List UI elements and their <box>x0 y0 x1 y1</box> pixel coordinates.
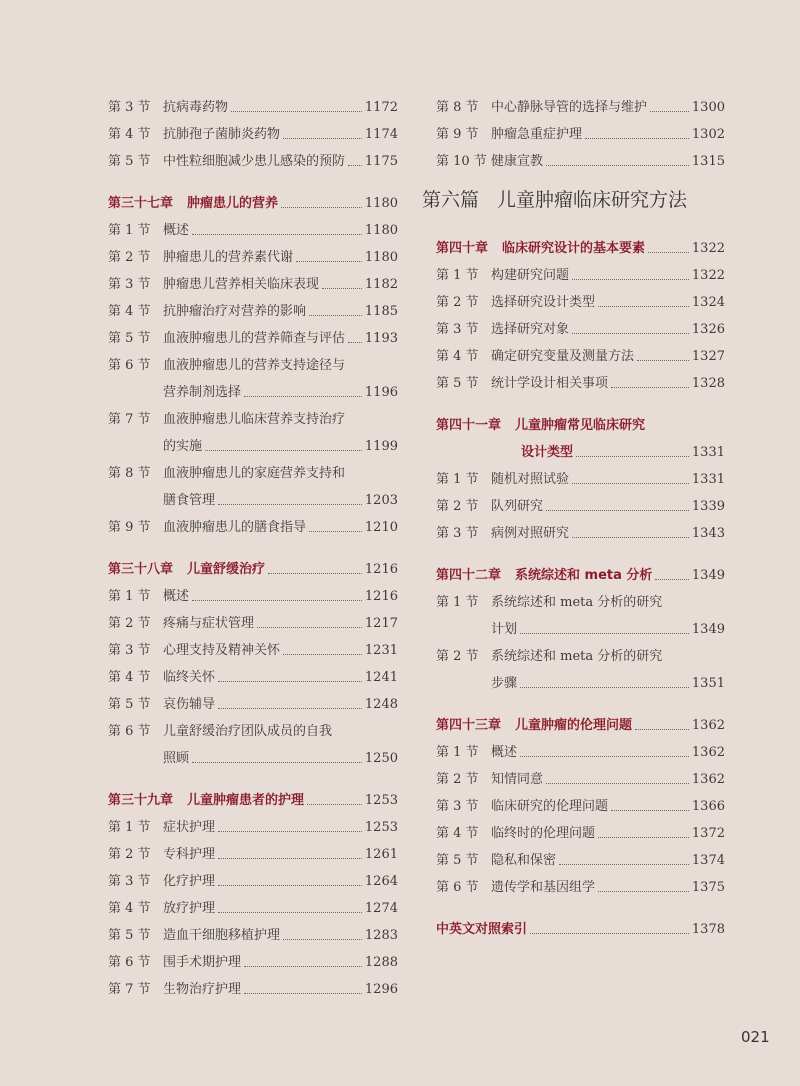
page-ref: 1296 <box>364 982 398 997</box>
leader-dots <box>205 450 362 451</box>
toc-section-entry[interactable] <box>108 347 398 374</box>
leader-dots <box>546 510 689 511</box>
page-ref: 1328 <box>691 376 725 391</box>
section-title: 肿瘤患儿营养相关临床表现 <box>163 277 320 292</box>
section-label: 第 3 节 <box>436 799 479 814</box>
section-title: 照顾 <box>163 751 190 766</box>
leader-dots <box>192 234 362 235</box>
section-title: 放疗护理 <box>163 901 216 916</box>
leader-dots <box>546 165 689 166</box>
toc-section-continuation[interactable] <box>108 374 398 401</box>
section-label: 第 6 节 <box>436 880 479 895</box>
toc-column-right <box>422 89 725 938</box>
section-label: 第 5 节 <box>436 853 479 868</box>
page-ref: 1326 <box>691 322 725 337</box>
spacer <box>108 536 398 551</box>
page-ref: 1210 <box>364 520 398 535</box>
toc-section-entry[interactable] <box>436 257 725 284</box>
toc-section-entry[interactable] <box>436 869 725 896</box>
section-label: 第 6 节 <box>108 724 151 739</box>
page-ref: 1196 <box>364 385 398 400</box>
section-title: 选择研究设计类型 <box>491 295 596 310</box>
page-ref: 1180 <box>364 223 398 238</box>
toc-chapter-entry[interactable] <box>436 557 725 584</box>
chapter-label: 第三十九章 <box>108 793 174 808</box>
section-label: 第 3 节 <box>436 526 479 541</box>
leader-dots <box>218 708 362 709</box>
leader-dots <box>348 342 362 343</box>
chapter-label: 第三十八章 <box>108 562 174 577</box>
part-label: 第六篇 <box>422 189 480 211</box>
spacer <box>436 170 725 185</box>
chapter-title: 儿童肿瘤常见临床研究 <box>515 418 646 433</box>
page-ref: 1174 <box>364 127 398 142</box>
toc-section-entry[interactable] <box>108 266 398 293</box>
section-label: 第 5 节 <box>436 376 479 391</box>
leader-dots <box>576 456 689 457</box>
section-title: 临床研究的伦理问题 <box>491 799 609 814</box>
leader-dots <box>283 939 362 940</box>
leader-dots <box>572 333 689 334</box>
section-title: 症状护理 <box>163 820 216 835</box>
section-label: 第 3 节 <box>108 100 151 115</box>
section-label: 第 2 节 <box>436 295 479 310</box>
leader-dots <box>598 306 689 307</box>
toc-section-entry[interactable] <box>436 116 725 143</box>
chapter-label: 第四十三章 <box>436 718 502 733</box>
section-label: 第 3 节 <box>108 277 151 292</box>
toc-section-entry[interactable] <box>108 713 398 740</box>
toc-section-entry[interactable] <box>436 815 725 842</box>
section-title: 概述 <box>163 589 190 604</box>
toc-section-entry[interactable] <box>108 455 398 482</box>
leader-dots <box>309 315 362 316</box>
leader-dots <box>192 762 362 763</box>
spacer <box>436 215 725 230</box>
page-ref: 1331 <box>691 445 725 460</box>
page-ref: 1288 <box>364 955 398 970</box>
section-title: 疼痛与症状管理 <box>163 616 255 631</box>
page-ref: 1339 <box>691 499 725 514</box>
section-title: 中心静脉导管的选择与维护 <box>491 100 648 115</box>
leader-dots <box>244 966 362 967</box>
section-label: 第 2 节 <box>436 772 479 787</box>
page-ref: 1264 <box>364 874 398 889</box>
toc-section-entry[interactable] <box>108 401 398 428</box>
section-title: 的实施 <box>163 439 203 454</box>
section-label: 第 2 节 <box>108 250 151 265</box>
leader-dots <box>348 165 362 166</box>
leader-dots <box>546 783 689 784</box>
toc-chapter-entry[interactable] <box>436 230 725 257</box>
section-title: 概述 <box>163 223 190 238</box>
page-ref: 1274 <box>364 901 398 916</box>
section-title: 抗肿瘤治疗对营养的影响 <box>163 304 307 319</box>
section-title: 隐私和保密 <box>491 853 557 868</box>
toc-section-entry[interactable] <box>108 944 398 971</box>
section-label: 第 4 节 <box>436 349 479 364</box>
section-title: 抗肺孢子菌肺炎药物 <box>163 127 281 142</box>
section-title: 心理支持及精神关怀 <box>163 643 281 658</box>
section-label: 第 8 节 <box>108 466 151 481</box>
section-title: 健康宣教 <box>491 154 544 169</box>
toc-section-entry[interactable] <box>436 89 725 116</box>
section-label: 第 2 节 <box>436 499 479 514</box>
leader-dots <box>192 600 362 601</box>
leader-dots <box>231 111 362 112</box>
page-ref: 1199 <box>364 439 398 454</box>
leader-dots <box>572 279 689 280</box>
toc-section-entry[interactable] <box>108 686 398 713</box>
page-ref: 1172 <box>364 100 398 115</box>
chapter-label: 第四十二章 <box>436 568 502 583</box>
section-title: 营养制剂选择 <box>163 385 242 400</box>
toc-section-entry[interactable] <box>108 809 398 836</box>
toc-section-continuation[interactable] <box>108 482 398 509</box>
section-label: 第 4 节 <box>108 127 151 142</box>
leader-dots <box>559 864 689 865</box>
section-title: 步骤 <box>491 676 518 691</box>
section-title: 随机对照试验 <box>491 472 570 487</box>
leader-dots <box>598 837 689 838</box>
toc-chapter-entry[interactable] <box>436 911 725 938</box>
leader-dots <box>281 207 362 208</box>
section-title: 计划 <box>491 622 518 637</box>
leader-dots <box>296 261 362 262</box>
page-ref: 1250 <box>364 751 398 766</box>
section-label: 第 1 节 <box>436 472 479 487</box>
toc-chapter-entry[interactable] <box>108 185 398 212</box>
section-title: 确定研究变量及测量方法 <box>491 349 635 364</box>
section-label: 第 7 节 <box>108 412 151 427</box>
section-title: 临终关怀 <box>163 670 216 685</box>
section-label: 第 1 节 <box>108 223 151 238</box>
section-title: 临终时的伦理问题 <box>491 826 596 841</box>
toc-section-entry[interactable] <box>436 488 725 515</box>
page-ref: 1185 <box>364 304 398 319</box>
toc-section-continuation[interactable] <box>108 740 398 767</box>
section-label: 第 1 节 <box>436 745 479 760</box>
leader-dots <box>598 891 689 892</box>
chapter-title: 中英文对照索引 <box>436 922 528 937</box>
leader-dots <box>257 627 362 628</box>
page-ref: 1349 <box>691 568 725 583</box>
section-label: 第 6 节 <box>108 358 151 373</box>
leader-dots <box>283 138 362 139</box>
section-title: 队列研究 <box>491 499 544 514</box>
section-title: 血液肿瘤患儿的家庭营养支持和 <box>163 466 346 481</box>
page-ref: 1253 <box>364 793 398 808</box>
leader-dots <box>572 537 689 538</box>
toc-section-entry[interactable] <box>108 143 398 170</box>
leader-dots <box>520 756 689 757</box>
page-number: 021 <box>741 1028 770 1046</box>
leader-dots <box>283 654 362 655</box>
section-label: 第 4 节 <box>108 304 151 319</box>
chapter-title: 临床研究设计的基本要素 <box>502 241 646 256</box>
toc-column-left <box>108 89 398 998</box>
toc-section-continuation[interactable] <box>108 428 398 455</box>
section-label: 第 1 节 <box>436 595 479 610</box>
toc-section-entry[interactable] <box>108 632 398 659</box>
section-title: 围手术期护理 <box>163 955 242 970</box>
leader-dots <box>650 111 689 112</box>
page-ref: 1217 <box>364 616 398 631</box>
section-title: 系统综述和 meta 分析的研究 <box>491 649 663 664</box>
toc-section-entry[interactable] <box>108 890 398 917</box>
section-title: 血液肿瘤患儿的营养筛查与评估 <box>163 331 346 346</box>
toc-section-entry[interactable] <box>436 761 725 788</box>
toc-section-continuation[interactable] <box>436 665 725 692</box>
section-label: 第 6 节 <box>108 955 151 970</box>
toc-section-entry[interactable] <box>108 836 398 863</box>
toc-section-entry[interactable] <box>436 734 725 761</box>
section-label: 第 2 节 <box>108 616 151 631</box>
toc-chapter-entry[interactable] <box>108 782 398 809</box>
page-ref: 1216 <box>364 589 398 604</box>
section-label: 第 1 节 <box>108 820 151 835</box>
section-title: 膳食管理 <box>163 493 216 508</box>
leader-dots <box>244 396 362 397</box>
toc-section-entry[interactable] <box>436 638 725 665</box>
page-ref: 1283 <box>364 928 398 943</box>
section-title: 造血干细胞移植护理 <box>163 928 281 943</box>
chapter-title: 儿童肿瘤的伦理问题 <box>515 718 633 733</box>
page-ref: 1300 <box>691 100 725 115</box>
leader-dots <box>218 504 362 505</box>
spacer <box>436 392 725 407</box>
toc-section-entry[interactable] <box>108 212 398 239</box>
leader-dots <box>307 804 362 805</box>
toc-section-continuation[interactable] <box>436 611 725 638</box>
section-label: 第 3 节 <box>436 322 479 337</box>
page-ref: 1231 <box>364 643 398 658</box>
section-label: 第 8 节 <box>436 100 479 115</box>
toc-section-entry[interactable] <box>108 293 398 320</box>
page-ref: 1241 <box>364 670 398 685</box>
page-ref: 1322 <box>691 241 725 256</box>
section-title: 哀伤辅导 <box>163 697 216 712</box>
page-ref: 1362 <box>691 772 725 787</box>
leader-dots <box>520 633 689 634</box>
section-label: 第 5 节 <box>108 154 151 169</box>
part-title-text: 儿童肿瘤临床研究方法 <box>497 189 688 211</box>
chapter-label: 第四十一章 <box>436 418 502 433</box>
section-label: 第 2 节 <box>108 847 151 862</box>
leader-dots <box>637 360 689 361</box>
page-ref: 1362 <box>691 745 725 760</box>
section-title: 血液肿瘤患儿的膳食指导 <box>163 520 307 535</box>
page-ref: 1374 <box>691 853 725 868</box>
toc-section-entry[interactable] <box>436 338 725 365</box>
section-label: 第 10 节 <box>436 154 487 169</box>
page-ref: 1322 <box>691 268 725 283</box>
toc-section-entry[interactable] <box>108 116 398 143</box>
toc-section-entry[interactable] <box>436 788 725 815</box>
page-ref: 1216 <box>364 562 398 577</box>
toc-section-entry[interactable] <box>436 311 725 338</box>
section-label: 第 9 节 <box>108 520 151 535</box>
leader-dots <box>268 573 362 574</box>
spacer <box>436 692 725 707</box>
section-label: 第 7 节 <box>108 982 151 997</box>
page-ref: 1182 <box>364 277 398 292</box>
section-label: 第 1 节 <box>436 268 479 283</box>
spacer <box>436 896 725 911</box>
section-title: 血液肿瘤患儿的营养支持途径与 <box>163 358 346 373</box>
section-title: 儿童舒缓治疗团队成员的自我 <box>163 724 333 739</box>
toc-section-entry[interactable] <box>436 143 725 170</box>
leader-dots <box>635 729 689 730</box>
leader-dots <box>309 531 362 532</box>
page-ref: 1203 <box>364 493 398 508</box>
leader-dots <box>611 387 689 388</box>
section-title: 化疗护理 <box>163 874 216 889</box>
toc-chapter-entry[interactable] <box>436 707 725 734</box>
toc-section-entry[interactable] <box>108 320 398 347</box>
leader-dots <box>218 912 362 913</box>
leader-dots <box>218 831 362 832</box>
section-label: 第 2 节 <box>436 649 479 664</box>
section-label: 第 4 节 <box>108 670 151 685</box>
section-title: 生物治疗护理 <box>163 982 242 997</box>
page-ref: 1327 <box>691 349 725 364</box>
chapter-title: 系统综述和 meta 分析 <box>515 568 653 583</box>
toc-section-entry[interactable] <box>436 284 725 311</box>
section-title: 专科护理 <box>163 847 216 862</box>
toc-section-entry[interactable] <box>108 578 398 605</box>
section-label: 第 9 节 <box>436 127 479 142</box>
section-title: 病例对照研究 <box>491 526 570 541</box>
page-ref: 1349 <box>691 622 725 637</box>
page-ref: 1261 <box>364 847 398 862</box>
leader-dots <box>218 681 362 682</box>
leader-dots <box>655 579 688 580</box>
leader-dots <box>530 933 689 934</box>
chapter-title: 设计类型 <box>521 445 574 460</box>
section-label: 第 5 节 <box>108 928 151 943</box>
section-title: 统计学设计相关事项 <box>491 376 609 391</box>
section-title: 知情同意 <box>491 772 544 787</box>
page-ref: 1315 <box>691 154 725 169</box>
leader-dots <box>585 138 689 139</box>
toc-section-entry[interactable] <box>436 515 725 542</box>
spacer <box>108 767 398 782</box>
page-ref: 1302 <box>691 127 725 142</box>
toc-section-entry[interactable] <box>108 605 398 632</box>
toc-section-entry[interactable] <box>108 509 398 536</box>
page-ref: 1351 <box>691 676 725 691</box>
section-label: 第 5 节 <box>108 331 151 346</box>
toc-section-entry[interactable] <box>108 917 398 944</box>
chapter-label: 第三十七章 <box>108 196 174 211</box>
page-ref: 1324 <box>691 295 725 310</box>
section-title: 抗病毒药物 <box>163 100 229 115</box>
page-ref: 1372 <box>691 826 725 841</box>
toc-chapter-entry[interactable] <box>436 407 725 434</box>
toc-section-entry[interactable] <box>436 842 725 869</box>
leader-dots <box>322 288 362 289</box>
leader-dots <box>218 858 362 859</box>
page-ref: 1253 <box>364 820 398 835</box>
page-ref: 1378 <box>691 922 725 937</box>
toc-section-entry[interactable] <box>108 89 398 116</box>
toc-section-entry[interactable] <box>108 863 398 890</box>
chapter-title: 儿童肿瘤患者的护理 <box>187 793 305 808</box>
part-heading <box>422 185 725 215</box>
section-label: 第 3 节 <box>108 643 151 658</box>
toc-chapter-entry[interactable] <box>108 551 398 578</box>
toc-section-entry[interactable] <box>436 365 725 392</box>
page-ref: 1180 <box>364 250 398 265</box>
spacer <box>108 170 398 185</box>
page-ref: 1343 <box>691 526 725 541</box>
leader-dots <box>611 810 689 811</box>
page-ref: 1331 <box>691 472 725 487</box>
toc-section-entry[interactable] <box>108 239 398 266</box>
page-ref: 1375 <box>691 880 725 895</box>
section-title: 血液肿瘤患儿临床营养支持治疗 <box>163 412 346 427</box>
leader-dots <box>572 483 689 484</box>
section-label: 第 1 节 <box>108 589 151 604</box>
chapter-title: 儿童舒缓治疗 <box>187 562 266 577</box>
section-title: 系统综述和 meta 分析的研究 <box>491 595 663 610</box>
page-ref: 1193 <box>364 331 398 346</box>
section-label: 第 4 节 <box>436 826 479 841</box>
chapter-title: 肿瘤患儿的营养 <box>187 196 279 211</box>
leader-dots <box>244 993 362 994</box>
section-label: 第 4 节 <box>108 901 151 916</box>
page-ref: 1248 <box>364 697 398 712</box>
page-ref: 1180 <box>364 196 398 211</box>
toc-section-entry[interactable] <box>436 584 725 611</box>
chapter-label: 第四十章 <box>436 241 489 256</box>
section-title: 中性粒细胞减少患儿感染的预防 <box>163 154 346 169</box>
section-title: 概述 <box>491 745 518 760</box>
spacer <box>436 542 725 557</box>
page-ref: 1366 <box>691 799 725 814</box>
leader-dots <box>648 252 689 253</box>
section-title: 选择研究对象 <box>491 322 570 337</box>
toc-section-entry[interactable] <box>108 659 398 686</box>
page-ref: 1362 <box>691 718 725 733</box>
section-title: 肿瘤患儿的营养素代谢 <box>163 250 294 265</box>
section-label: 第 5 节 <box>108 697 151 712</box>
leader-dots <box>218 885 362 886</box>
toc-section-entry[interactable] <box>436 461 725 488</box>
section-label: 第 3 节 <box>108 874 151 889</box>
page-ref: 1175 <box>364 154 398 169</box>
section-title: 遗传学和基因组学 <box>491 880 596 895</box>
toc-chapter-continuation[interactable] <box>436 434 725 461</box>
leader-dots <box>520 687 689 688</box>
section-title: 肿瘤急重症护理 <box>491 127 583 142</box>
toc-section-entry[interactable] <box>108 971 398 998</box>
section-title: 构建研究问题 <box>491 268 570 283</box>
